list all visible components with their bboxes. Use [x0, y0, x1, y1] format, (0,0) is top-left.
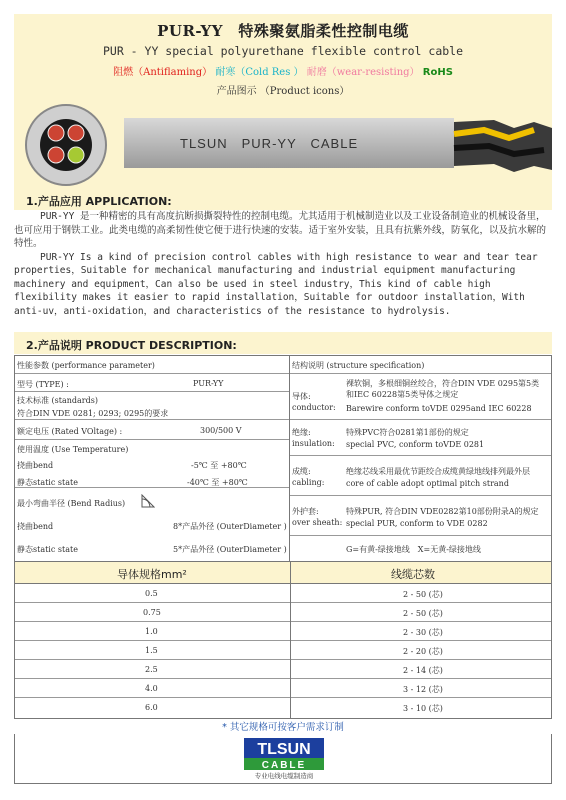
conductor-zh-label: 导体: [292, 392, 311, 401]
table-row [15, 660, 551, 679]
bend-radius-static-value: 5*产品外径 (OuterDiameter ) [173, 545, 287, 554]
feature-tags [14, 63, 552, 78]
description-heading: 2.产品说明 PRODUCT DESCRIPTION: [14, 332, 552, 354]
size-cell: 0.5 [145, 589, 158, 598]
cores-cell: 2 - 50 (芯) [403, 609, 443, 618]
product-icons-label: 产品图示 （Product icons） [216, 86, 350, 97]
performance-column [15, 356, 290, 561]
tag-wear-resisting: 耐磨（wear-resisting） [306, 67, 420, 78]
insulation-en: special PVC, conform toVDE 0281 [346, 440, 485, 449]
table-row [15, 603, 551, 622]
spec-table [14, 355, 552, 562]
tag-cold-res: 耐寒（Cold Res ） [215, 67, 304, 78]
application-zh: PUR-YY 是一种精密的具有高度抗断损撕裂特性的控制电缆。尤其适用于机械制造业以及工业设备制造业的机械设备里，也可应用于钢铁工业。此类电缆的高柔韧性使它便于进行快速的安装。适于室外安装，且具有抗紫外线，防氧化，以及抗水解的特性。 [14, 211, 547, 249]
size-cell: 1.0 [145, 627, 158, 636]
conductor-en-label: conductor: [292, 403, 336, 412]
sheath-zh: 特殊PUR, 符合DIN VDE0282第10部份附录A的规定 [346, 507, 539, 516]
conductor-zh: 裸软铜，多根细铜丝绞合，符合DIN VDE 0295第5类和IEC 60228第5类导体之规定 [346, 379, 540, 399]
sheath-en-label: over sheath: [292, 518, 343, 527]
cores-cell: 2 - 50 (芯) [403, 590, 443, 599]
type-label: 型号 (TYPE) : [17, 380, 69, 389]
size-cell: 4.0 [145, 684, 158, 693]
temperature-label: 使用温度 (Use Temperature) [17, 445, 129, 454]
cable-print-text: TLSUN PUR-YY CABLE [180, 136, 359, 151]
conductor-en: Barewire conform toVDE 0295and IEC 60228 [346, 404, 532, 413]
bend-temp-label: 挠曲bend [17, 461, 54, 470]
bend-radius-bend-label: 挠曲bend [17, 522, 54, 531]
performance-header: 性能参数 (performance parameter) [17, 361, 155, 370]
application-heading: 1.产品应用 APPLICATION: [14, 188, 552, 210]
cores-col-header: 线缆芯数 [391, 568, 435, 581]
bend-radius-bend-value: 8*产品外径 (OuterDiameter ) [173, 522, 287, 531]
logo-box [14, 734, 552, 784]
bend-temp-value: -5℃ 至 +80℃ [191, 461, 247, 470]
logo-top-text: TLSUN [257, 741, 311, 758]
bend-radius-label: 最小弯曲半径 (Bend Radius) [17, 499, 126, 508]
structure-header: 结构说明 (structure specification) [292, 361, 425, 370]
standard-value: 符合DIN VDE 0281; 0293; 0295的要求 [17, 409, 169, 418]
cable-image [14, 100, 552, 194]
bend-radius-static-label: 静态static state [17, 545, 78, 554]
tlsun-cable-logo [244, 738, 324, 780]
cabling-en-label: cabling: [292, 478, 325, 487]
column-divider [290, 562, 291, 719]
insulation-zh: 特殊PVC符合0281第1部份的规定 [346, 428, 469, 437]
size-table-header [15, 562, 551, 584]
ground-wire-legend: G=有黄-绿接地线 X=无黄-绿接地线 [346, 545, 481, 554]
cores-cell: 2 - 30 (芯) [403, 628, 443, 637]
cabling-zh: 绝缘芯线采用最优节距绞合成缆黄绿地线排列最外层 [346, 467, 530, 476]
size-table [14, 562, 552, 719]
voltage-value: 300/500 V [200, 426, 242, 435]
size-cell: 1.5 [145, 646, 158, 655]
cores-cell: 3 - 12 (芯) [403, 685, 443, 694]
table-row [15, 641, 551, 660]
static-temp-value: -40℃ 至 +80℃ [187, 478, 248, 487]
type-value: PUR-YY [193, 379, 224, 388]
size-cell: 0.75 [143, 608, 161, 617]
page-subtitle: PUR - YY special polyurethane flexible control cable [102, 44, 464, 58]
logo-bottom-text: CABLE [261, 760, 307, 771]
custom-order-note: * 其它规格可按客户需求订制 [222, 722, 344, 733]
size-col-header: 导体规格mm² [117, 568, 187, 581]
insulation-en-label: insulation: [292, 439, 335, 448]
sheath-zh-label: 外护套: [292, 507, 319, 516]
cabling-zh-label: 成缆: [292, 467, 311, 476]
size-cell: 6.0 [145, 703, 158, 712]
cores-cell: 2 - 20 (芯) [403, 647, 443, 656]
page-title: PUR-YY 特殊聚氨脂柔性控制电缆 [157, 22, 409, 40]
voltage-label: 额定电压 (Rated VOltage) : [17, 427, 123, 436]
bend-radius-icon [141, 494, 155, 508]
application-en: PUR-YY Is a kind of precision control cables with high resistance to wear and tear tear properties，Suitable for mechanical manufacturing and industrial equipment manufacturing machinery and equipment，Can also be used in steel industry，This kind of cable high flexibility makes it easier to rapid installation，Suitable for outdoor installation，With anti-uv，anti-oxidation，and characteristics of the resistance to hydrolysis. [14, 251, 538, 317]
sheath-en: special PUR, conform to VDE 0282 [346, 519, 488, 528]
size-cell: 2.5 [145, 665, 158, 674]
insulation-zh-label: 绝缘: [292, 428, 311, 437]
application-text [14, 210, 552, 318]
tag-rohs: RoHS [422, 67, 453, 78]
cores-cell: 3 - 10 (芯) [403, 704, 443, 713]
table-row [15, 679, 551, 698]
tag-antiflaming: 阻燃（Antiflaming） [113, 67, 213, 78]
table-row [15, 584, 551, 603]
standard-label: 技术标准 (standards) [17, 396, 98, 405]
logo-slogan: 专业电线电缆制造商 [254, 772, 314, 780]
table-row [15, 622, 551, 641]
cores-cell: 2 - 14 (芯) [403, 666, 443, 675]
cabling-en: core of cable adopt optimal pitch strand [346, 479, 509, 488]
table-row [15, 698, 551, 717]
static-temp-label: 静态static state [17, 478, 78, 487]
structure-column [290, 356, 551, 561]
